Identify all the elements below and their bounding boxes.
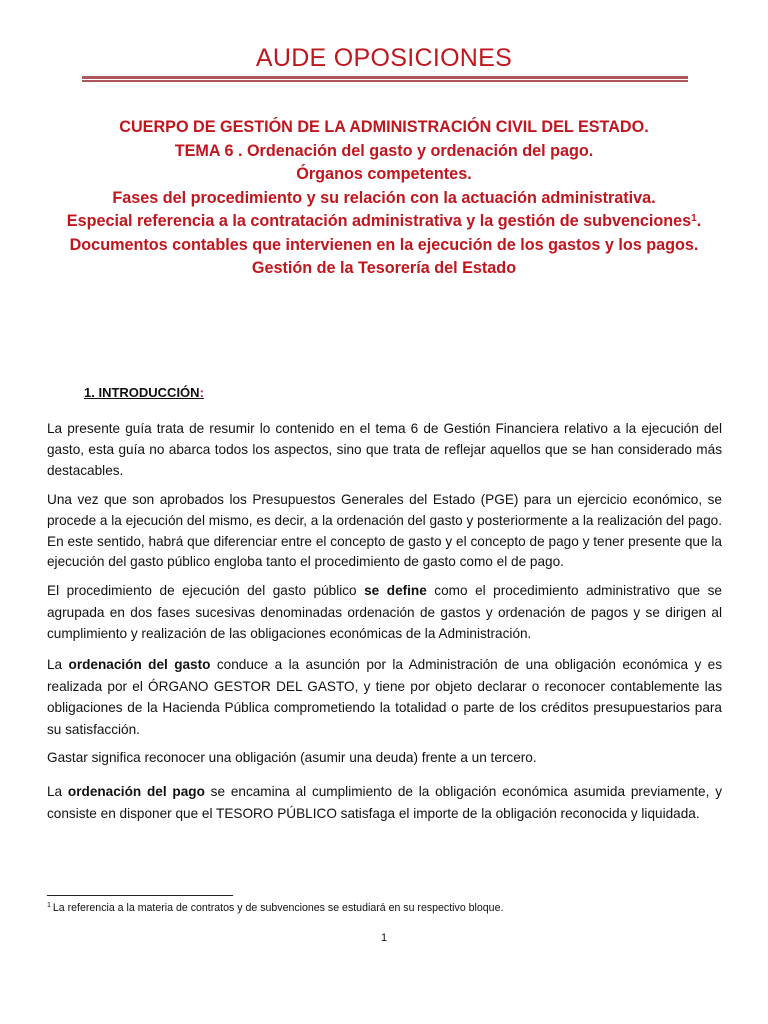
- title-line-text: Especial referencia a la contratación administrativa y la gestión de subvenciones: [66, 212, 692, 230]
- section-heading: [84, 385, 204, 400]
- paragraph: [47, 580, 722, 645]
- paragraph: Una vez que son aprobados los Presupuestos Generales del Estado (PGE) para un ejercicio económico, se procede a la ejecución del mismo, es decir, a la ordenación del gasto y posteriormente a la realización del pago. En este sentido, habrá que diferenciar entre el concepto de gasto y el concepto de pago y tener presente que la ejecución del gasto público engloba tanto el procedimiento de gasto como el de pago.: [47, 492, 722, 570]
- paragraph-text: como el procedimiento administrativo que se agrupada en dos fases sucesivas denominadas ordenación de gastos y ordenación de pagos y se dirigen al cumplimiento y realización de las obligaciones económicas de la Administración.: [47, 583, 722, 641]
- title-line: TEMA 6 . Ordenación del gasto y ordenación del pago.: [174, 141, 594, 160]
- paragraph-text: conduce a la asunción por la Administración de una obligación económica y es realizada por el ÓRGANO GESTOR DEL GASTO, y tiene por objeto declarar o reconocer contablemente las obligaciones de la Hacienda Pública comprometiendo la totalidad o parte de los créditos presupuestarios para su satisfacción.: [47, 657, 722, 737]
- paragraph-text: La: [47, 784, 68, 799]
- paragraph-text: La: [47, 657, 69, 672]
- document-title-block: [30, 116, 738, 281]
- header-divider: [82, 76, 688, 79]
- header-divider-secondary: [82, 80, 688, 82]
- paragraph-text: El procedimiento de ejecución del gasto público: [47, 583, 365, 598]
- footnote: [47, 902, 503, 914]
- bold-term: ordenación del gasto: [68, 657, 211, 672]
- footnote-reference: 1: [691, 213, 697, 224]
- paragraph-text: se encamina al cumplimiento de la obligación económica asumida previamente, y consiste en disponer que el TESORO PÚBLICO satisfaga el importe de la obligación reconocida y liquidada.: [47, 784, 722, 821]
- paragraph: La presente guía trata de resumir lo contenido en el tema 6 de Gestión Financiera relativo a la ejecución del gasto, esta guía no abarca todos los aspectos, sino que trata de reflejar aquellos que se han considerado más destacables.: [47, 421, 722, 478]
- title-line: Documentos contables que intervienen en la ejecución de los gastos y los pagos.: [69, 235, 699, 254]
- paragraph: [47, 781, 722, 824]
- title-line: Gestión de la Tesorería del Estado: [251, 259, 517, 277]
- footnote-marker: 1: [47, 902, 51, 909]
- paragraph: Gastar significa reconocer una obligación (asumir una deuda) frente a un tercero.: [47, 750, 537, 765]
- footnote-text: La referencia a la materia de contratos y de subvenciones se estudiará en su respectivo bloque.: [52, 902, 504, 914]
- title-line: CUERPO DE GESTIÓN DE LA ADMINISTRACIÓN CIVIL DEL ESTADO.: [119, 118, 649, 136]
- footnote-divider: [47, 895, 233, 896]
- title-line: Órganos competentes.: [296, 165, 472, 183]
- section-heading-colon: :: [199, 385, 204, 400]
- bold-term: se define: [364, 583, 427, 598]
- page-number: 1: [380, 932, 388, 944]
- title-line: [30, 210, 738, 234]
- header-title: AUDE OPOSICIONES: [255, 44, 513, 72]
- title-line: Fases del procedimiento y su relación con la actuación administrativa.: [112, 188, 656, 207]
- bold-term: ordenación del pago: [67, 784, 205, 799]
- paragraph: [47, 654, 722, 740]
- title-line-end: .: [696, 212, 702, 230]
- section-heading-text: 1. INTRODUCCIÓN: [84, 385, 200, 400]
